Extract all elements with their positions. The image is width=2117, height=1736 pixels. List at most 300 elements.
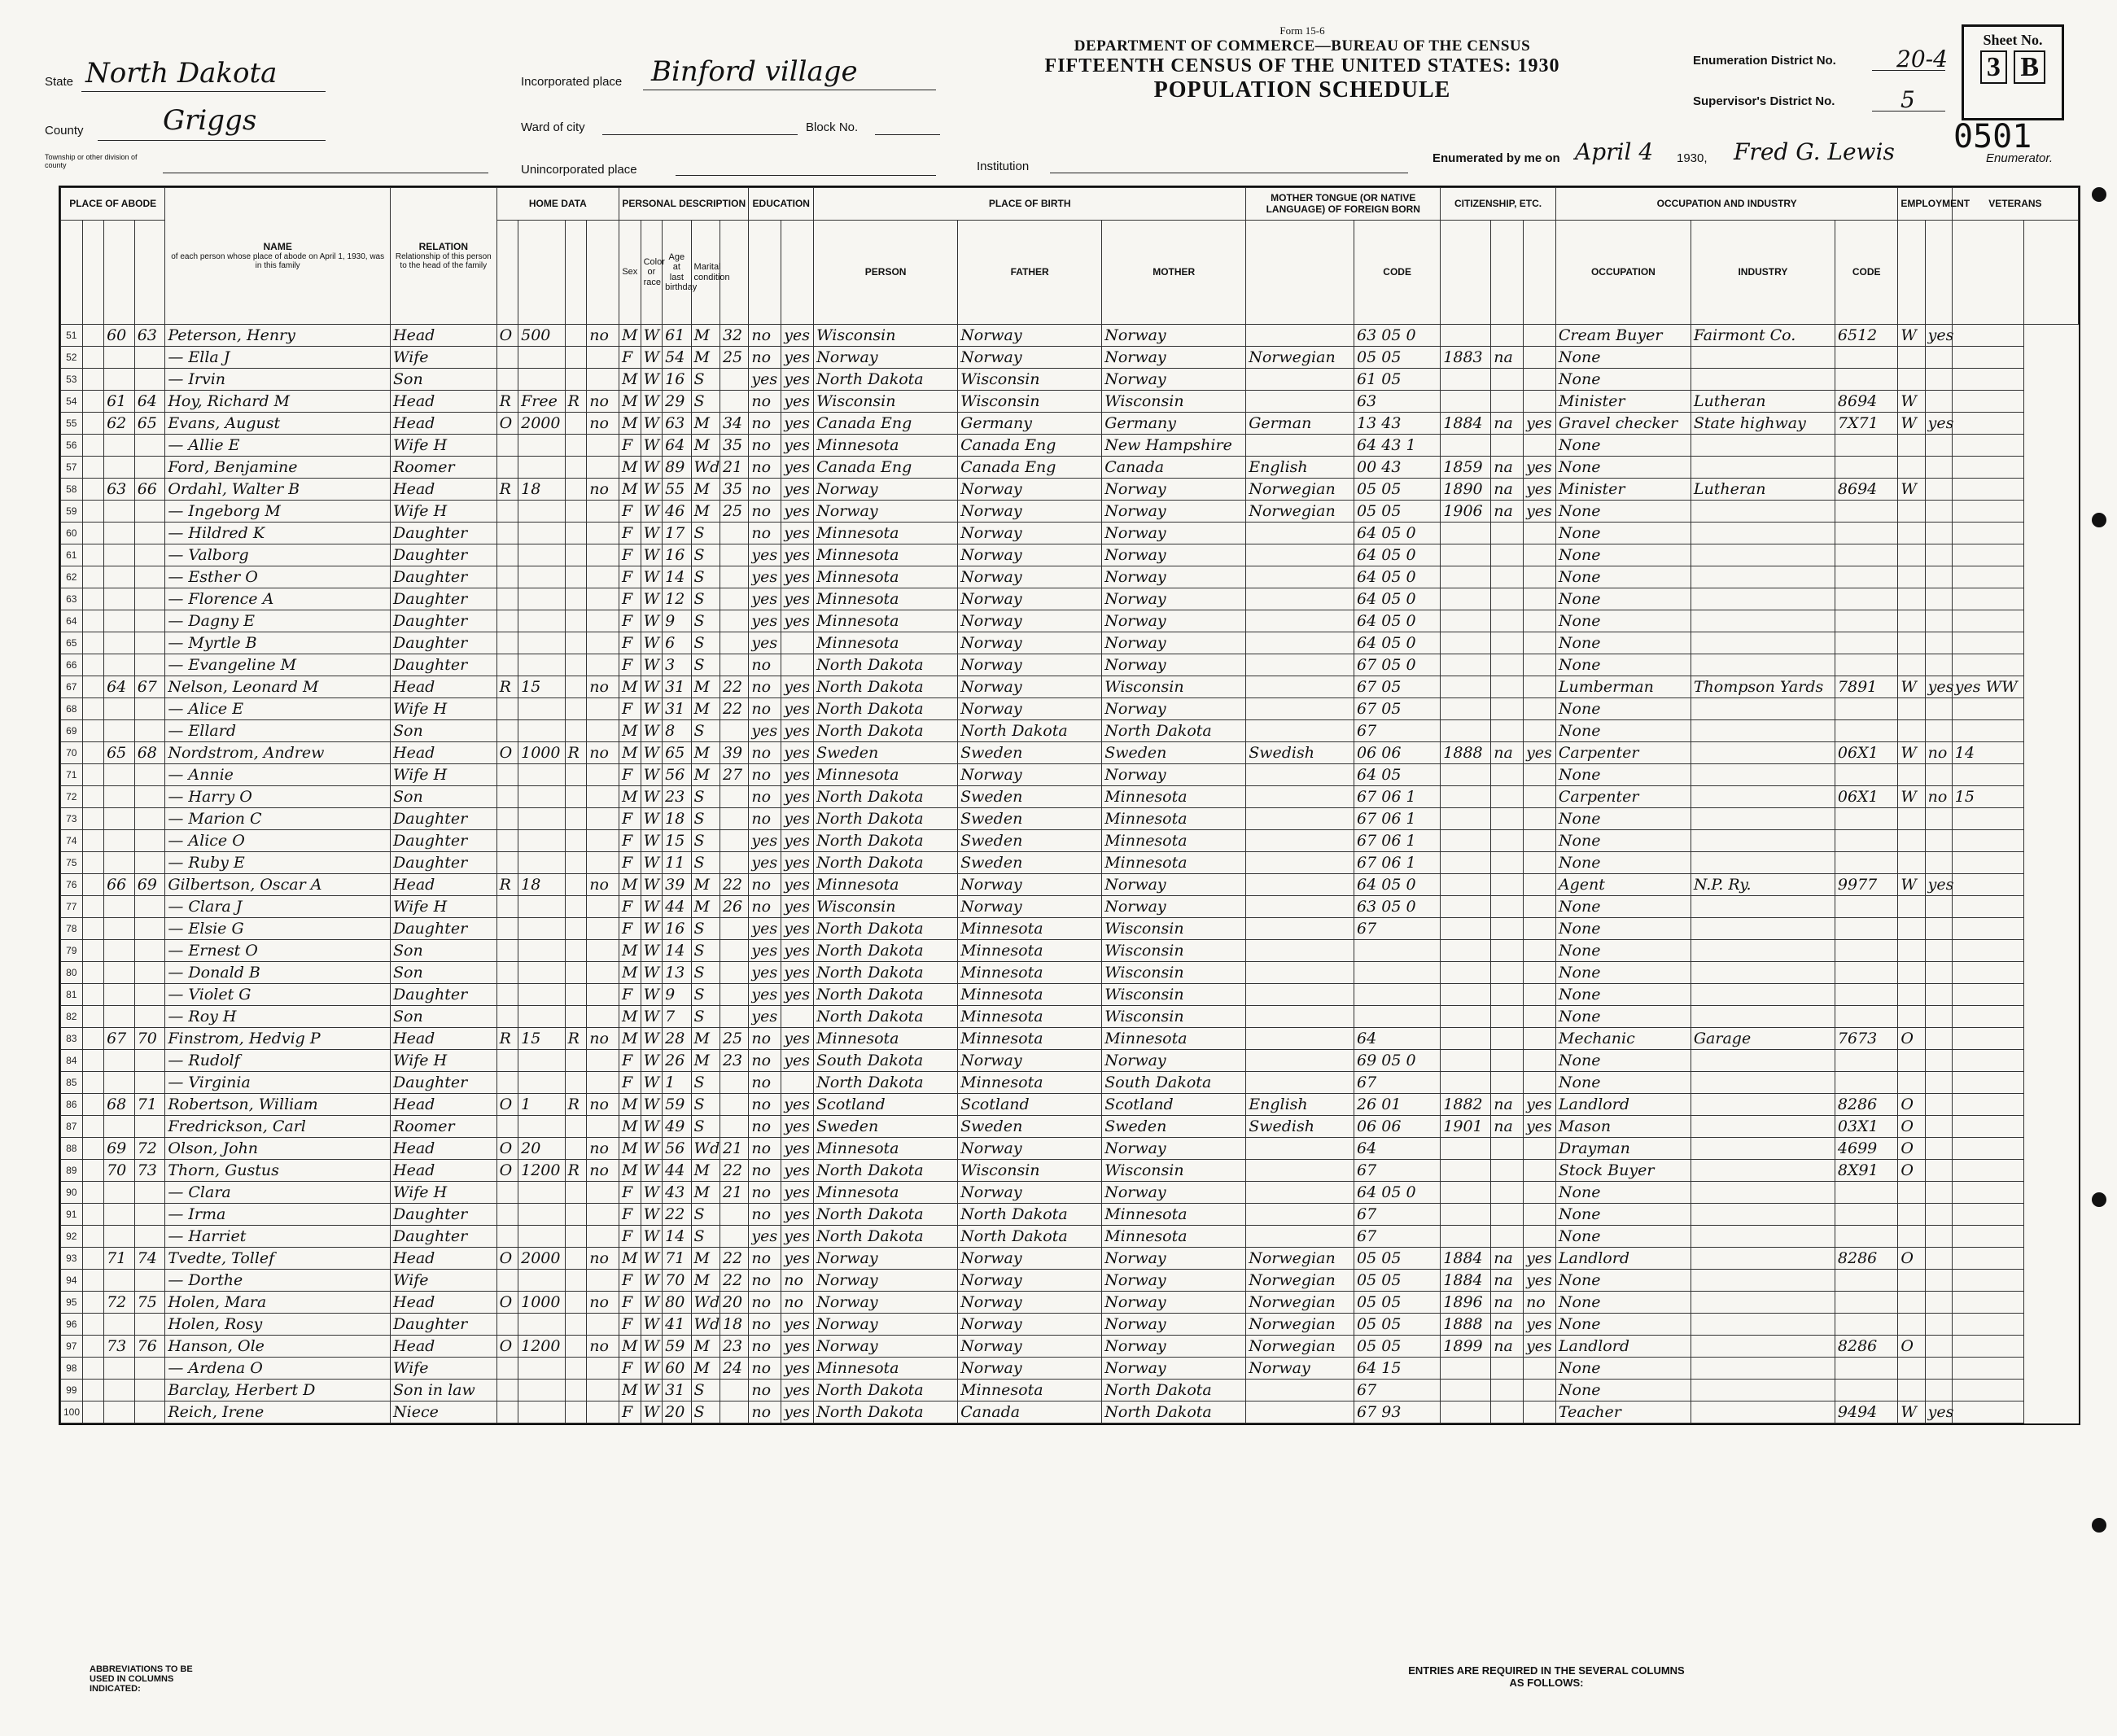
- cell-naturalization: [1491, 1006, 1524, 1028]
- cell-dwelling-number: [104, 369, 135, 391]
- cell-industry: [1691, 566, 1835, 588]
- cell-school: no: [749, 1380, 781, 1401]
- cell-family-number: [134, 347, 165, 369]
- cell-occupation-code: [1835, 501, 1897, 523]
- cell-marital: S: [691, 1006, 720, 1028]
- cell-farm: [587, 632, 619, 654]
- cell-line-number: 83: [61, 1028, 83, 1050]
- cell-occupation: None: [1555, 544, 1691, 566]
- relation-note: Relationship of this person to the head of the family: [395, 252, 492, 271]
- cell-occupation: None: [1555, 830, 1691, 852]
- cell-dwelling-number: [104, 1116, 135, 1138]
- cell-age-at-marriage: 24: [720, 1358, 748, 1380]
- cell-farm: [587, 830, 619, 852]
- cell-naturalization: na: [1491, 1336, 1524, 1358]
- cell-speaks-english: yes: [1524, 1270, 1556, 1292]
- cell-age-at-marriage: 26: [720, 896, 748, 918]
- cell-home-value: 2000: [518, 1248, 566, 1270]
- cell-farm: no: [587, 1094, 619, 1116]
- cell-immigration-year: [1441, 830, 1491, 852]
- cell-veteran: [1952, 1160, 2024, 1182]
- cell-veteran: [1952, 1248, 2024, 1270]
- enumerated-date: April 4: [1575, 138, 1654, 165]
- cell-father-birthplace: Norway: [958, 544, 1102, 566]
- cell-tenure: R: [496, 874, 518, 896]
- cell-line-number: 86: [61, 1094, 83, 1116]
- cell-sex: M: [619, 940, 641, 962]
- cell-occupation: None: [1555, 632, 1691, 654]
- cell-class-of-worker: [1898, 457, 1925, 479]
- cell-can-read: [781, 1006, 814, 1028]
- cell-home-value: 15: [518, 676, 566, 698]
- cell-father-birthplace: Minnesota: [958, 984, 1102, 1006]
- cell-family-number: [134, 940, 165, 962]
- cell-father-birthplace: Wisconsin: [958, 1160, 1102, 1182]
- cell-birthplace: Sweden: [814, 742, 958, 764]
- cell-mother-tongue: [1246, 325, 1354, 347]
- cell-radio: [565, 874, 587, 896]
- cell-race: W: [641, 1204, 663, 1226]
- table-row: [61, 1204, 2079, 1226]
- cell-veteran: [1952, 852, 2024, 874]
- cell-immigration-year: [1441, 1006, 1491, 1028]
- cell-dwelling-number: [104, 1380, 135, 1401]
- cell-mother-birthplace: Wisconsin: [1102, 984, 1246, 1006]
- cell-line-number: 78: [61, 918, 83, 940]
- cell-home-value: [518, 918, 566, 940]
- cell-occupation: Stock Buyer: [1555, 1160, 1691, 1182]
- cell-occupation: None: [1555, 720, 1691, 742]
- cell-farm: no: [587, 874, 619, 896]
- cell-birth-code: 67 05 0: [1354, 654, 1441, 676]
- cell-relation: Head: [391, 1138, 497, 1160]
- cell-birth-code: 64 05 0: [1354, 632, 1441, 654]
- cell-radio: [565, 852, 587, 874]
- cell-mother-birthplace: Norway: [1102, 544, 1246, 566]
- cell-mother-birthplace: Minnesota: [1102, 786, 1246, 808]
- cell-home-value: [518, 764, 566, 786]
- cell-age: 3: [663, 654, 691, 676]
- cell-immigration-year: [1441, 544, 1491, 566]
- cell-person-name: Ordahl, Walter B: [165, 479, 391, 501]
- cell-can-read: yes: [781, 698, 814, 720]
- cell-speaks-english: [1524, 896, 1556, 918]
- cell-occupation: Minister: [1555, 391, 1691, 413]
- table-row: [61, 698, 2079, 720]
- cell-industry: [1691, 347, 1835, 369]
- cell-relation: Niece: [391, 1401, 497, 1423]
- cell-marital: S: [691, 588, 720, 610]
- cell-street: [82, 720, 104, 742]
- cell-race: W: [641, 369, 663, 391]
- cell-industry: [1691, 610, 1835, 632]
- cell-dwelling-number: 61: [104, 391, 135, 413]
- cell-sex: F: [619, 698, 641, 720]
- cell-mother-birthplace: Norway: [1102, 501, 1246, 523]
- cell-race: W: [641, 984, 663, 1006]
- cell-speaks-english: [1524, 369, 1556, 391]
- cell-home-value: [518, 962, 566, 984]
- cell-occupation: Gravel checker: [1555, 413, 1691, 435]
- cell-birth-code: 06 06: [1354, 742, 1441, 764]
- cell-relation: Head: [391, 1028, 497, 1050]
- county-value: Griggs: [163, 104, 257, 137]
- cell-radio: [565, 1248, 587, 1270]
- cell-veteran: [1952, 1028, 2024, 1050]
- cell-farm: no: [587, 413, 619, 435]
- cell-race: W: [641, 698, 663, 720]
- cell-mother-birthplace: Minnesota: [1102, 808, 1246, 830]
- cell-relation: Wife: [391, 347, 497, 369]
- cell-relation: Daughter: [391, 544, 497, 566]
- cell-tenure: O: [496, 1094, 518, 1116]
- cell-age: 9: [663, 610, 691, 632]
- cell-occupation-code: 8X91: [1835, 1160, 1897, 1182]
- cell-dwelling-number: [104, 1182, 135, 1204]
- cell-birthplace: Minnesota: [814, 1028, 958, 1050]
- cell-immigration-year: [1441, 1204, 1491, 1226]
- cell-occupation: None: [1555, 1270, 1691, 1292]
- cell-naturalization: [1491, 786, 1524, 808]
- cell-occupation: None: [1555, 1006, 1691, 1028]
- cell-relation: Head: [391, 479, 497, 501]
- county-line: [98, 140, 326, 141]
- cell-immigration-year: [1441, 786, 1491, 808]
- cell-tenure: O: [496, 1292, 518, 1314]
- cell-radio: [565, 566, 587, 588]
- cell-birthplace: North Dakota: [814, 1160, 958, 1182]
- cell-tenure: [496, 1050, 518, 1072]
- cell-marital: M: [691, 347, 720, 369]
- cell-family-number: [134, 1380, 165, 1401]
- cell-employed: [1925, 654, 1952, 676]
- cell-birthplace: Minnesota: [814, 1138, 958, 1160]
- cell-occupation: None: [1555, 566, 1691, 588]
- cell-mother-tongue: Norwegian: [1246, 1248, 1354, 1270]
- cell-immigration-year: 1906: [1441, 501, 1491, 523]
- cell-father-birthplace: Germany: [958, 413, 1102, 435]
- cell-birthplace: Sweden: [814, 1116, 958, 1138]
- cell-class-of-worker: [1898, 1006, 1925, 1028]
- cell-farm: [587, 962, 619, 984]
- cell-occupation: None: [1555, 457, 1691, 479]
- cell-father-birthplace: Norway: [958, 1358, 1102, 1380]
- cell-industry: [1691, 1094, 1835, 1116]
- cell-marital: S: [691, 940, 720, 962]
- cell-person-name: — Valborg: [165, 544, 391, 566]
- cell-family-number: [134, 610, 165, 632]
- cell-race: W: [641, 632, 663, 654]
- cell-industry: [1691, 544, 1835, 566]
- cell-radio: [565, 1401, 587, 1423]
- cell-radio: [565, 1138, 587, 1160]
- cell-employed: [1925, 1292, 1952, 1314]
- cell-class-of-worker: [1898, 764, 1925, 786]
- cell-veteran: [1952, 962, 2024, 984]
- cell-race: W: [641, 940, 663, 962]
- cell-veteran: [1952, 1380, 2024, 1401]
- cell-line-number: 66: [61, 654, 83, 676]
- ward-label: Ward of city: [521, 120, 585, 134]
- cell-dwelling-number: 65: [104, 742, 135, 764]
- cell-naturalization: [1491, 720, 1524, 742]
- cell-immigration-year: [1441, 523, 1491, 544]
- cell-sex: F: [619, 544, 641, 566]
- cell-dwelling-number: [104, 1204, 135, 1226]
- cell-age: 80: [663, 1292, 691, 1314]
- cell-can-read: [781, 632, 814, 654]
- cell-mother-tongue: [1246, 1050, 1354, 1072]
- cell-speaks-english: [1524, 1072, 1556, 1094]
- cell-person-name: — Irvin: [165, 369, 391, 391]
- cell-dwelling-number: 68: [104, 1094, 135, 1116]
- cell-employed: [1925, 1226, 1952, 1248]
- cell-age-at-marriage: 20: [720, 1292, 748, 1314]
- cell-birthplace: Minnesota: [814, 1358, 958, 1380]
- cell-birth-code: 13 43: [1354, 413, 1441, 435]
- cell-race: W: [641, 479, 663, 501]
- page-stamp: 0501: [1953, 118, 2032, 155]
- cell-family-number: [134, 1006, 165, 1028]
- cell-tenure: O: [496, 1160, 518, 1182]
- state-line: [81, 91, 326, 92]
- cell-birth-code: [1354, 940, 1441, 962]
- col-mother: MOTHER: [1102, 221, 1246, 325]
- cell-race: W: [641, 1358, 663, 1380]
- cell-age-at-marriage: [720, 523, 748, 544]
- cell-father-birthplace: Norway: [958, 1248, 1102, 1270]
- cell-mother-birthplace: Wisconsin: [1102, 391, 1246, 413]
- cell-school: no: [749, 1292, 781, 1314]
- cell-immigration-year: [1441, 1380, 1491, 1401]
- cell-age: 46: [663, 501, 691, 523]
- cell-race: W: [641, 1226, 663, 1248]
- cell-age: 56: [663, 1138, 691, 1160]
- cell-person-name: Holen, Rosy: [165, 1314, 391, 1336]
- table-row: [61, 1380, 2079, 1401]
- cell-employed: [1925, 984, 1952, 1006]
- cell-employed: [1925, 808, 1952, 830]
- cell-tenure: R: [496, 1028, 518, 1050]
- cell-speaks-english: [1524, 654, 1556, 676]
- cell-marital: S: [691, 1204, 720, 1226]
- cell-person-name: — Donald B: [165, 962, 391, 984]
- cell-employed: [1925, 523, 1952, 544]
- cell-farm: [587, 435, 619, 457]
- home-data-header: HOME DATA: [496, 188, 619, 221]
- table-row: [61, 632, 2079, 654]
- cell-class-of-worker: O: [1898, 1116, 1925, 1138]
- cell-home-value: [518, 1226, 566, 1248]
- cell-occupation-code: [1835, 369, 1897, 391]
- cell-line-number: 91: [61, 1204, 83, 1226]
- cell-radio: [565, 369, 587, 391]
- cell-marital: S: [691, 1094, 720, 1116]
- cell-farm: [587, 544, 619, 566]
- cell-occupation-code: [1835, 764, 1897, 786]
- cell-speaks-english: [1524, 676, 1556, 698]
- cell-immigration-year: [1441, 764, 1491, 786]
- cell-birth-code: 67: [1354, 1072, 1441, 1094]
- table-row: [61, 874, 2079, 896]
- cell-street: [82, 962, 104, 984]
- cell-school: no: [749, 413, 781, 435]
- sheet-label: Sheet No.: [1983, 32, 2043, 48]
- cell-speaks-english: [1524, 1226, 1556, 1248]
- unincorporated-line: [676, 175, 936, 176]
- cell-home-value: 18: [518, 874, 566, 896]
- table-row: [61, 501, 2079, 523]
- cell-marital: S: [691, 918, 720, 940]
- cell-birth-code: 05 05: [1354, 501, 1441, 523]
- cell-home-value: [518, 1380, 566, 1401]
- cell-speaks-english: [1524, 1182, 1556, 1204]
- cell-father-birthplace: Norway: [958, 1314, 1102, 1336]
- cell-speaks-english: [1524, 1138, 1556, 1160]
- col-race: Color or race: [641, 221, 663, 325]
- cell-person-name: — Clara: [165, 1182, 391, 1204]
- cell-family-number: [134, 1050, 165, 1072]
- place-of-abode-header: PLACE OF ABODE: [61, 188, 165, 221]
- cell-farm: no: [587, 1028, 619, 1050]
- cell-father-birthplace: Sweden: [958, 742, 1102, 764]
- cell-industry: Lutheran: [1691, 391, 1835, 413]
- cell-veteran: [1952, 874, 2024, 896]
- cell-relation: Son: [391, 1006, 497, 1028]
- cell-birth-code: 05 05: [1354, 1270, 1441, 1292]
- cell-family-number: [134, 1204, 165, 1226]
- cell-can-read: yes: [781, 808, 814, 830]
- cell-tenure: [496, 566, 518, 588]
- cell-immigration-year: [1441, 940, 1491, 962]
- cell-family-number: [134, 523, 165, 544]
- cell-can-read: yes: [781, 588, 814, 610]
- cell-person-name: — Dorthe: [165, 1270, 391, 1292]
- table-row: [61, 435, 2079, 457]
- cell-school: no: [749, 874, 781, 896]
- cell-school: yes: [749, 1006, 781, 1028]
- enum-district-value: 20-4: [1896, 46, 1948, 72]
- cell-sex: M: [619, 1248, 641, 1270]
- cell-age: 44: [663, 1160, 691, 1182]
- cell-farm: [587, 1358, 619, 1380]
- cell-tenure: O: [496, 325, 518, 347]
- table-row: [61, 764, 2079, 786]
- cell-person-name: — Florence A: [165, 588, 391, 610]
- cell-line-number: 56: [61, 435, 83, 457]
- cell-father-birthplace: Norway: [958, 632, 1102, 654]
- cell-occupation-code: 7891: [1835, 676, 1897, 698]
- cell-mother-birthplace: North Dakota: [1102, 1380, 1246, 1401]
- cell-dwelling-number: [104, 940, 135, 962]
- cell-mother-birthplace: Germany: [1102, 413, 1246, 435]
- cell-birthplace: North Dakota: [814, 940, 958, 962]
- cell-naturalization: [1491, 1072, 1524, 1094]
- cell-immigration-year: [1441, 852, 1491, 874]
- cell-occupation-code: 7X71: [1835, 413, 1897, 435]
- cell-employed: [1925, 1270, 1952, 1292]
- cell-street: [82, 501, 104, 523]
- cell-marital: S: [691, 830, 720, 852]
- cell-radio: R: [565, 1160, 587, 1182]
- cell-family-number: [134, 1358, 165, 1380]
- cell-mother-tongue: [1246, 1380, 1354, 1401]
- cell-mother-tongue: [1246, 632, 1354, 654]
- cell-age-at-marriage: 25: [720, 347, 748, 369]
- cell-relation: Son: [391, 786, 497, 808]
- cell-tenure: R: [496, 391, 518, 413]
- cell-sex: M: [619, 1116, 641, 1138]
- cell-farm: [587, 1204, 619, 1226]
- cell-marital: S: [691, 391, 720, 413]
- cell-birthplace: Scotland: [814, 1094, 958, 1116]
- cell-marital: M: [691, 742, 720, 764]
- cell-marital: M: [691, 479, 720, 501]
- cell-family-number: [134, 918, 165, 940]
- cell-father-birthplace: Norway: [958, 698, 1102, 720]
- cell-mother-tongue: Swedish: [1246, 1116, 1354, 1138]
- cell-home-value: [518, 1006, 566, 1028]
- cell-family-number: 76: [134, 1336, 165, 1358]
- cell-occupation-code: [1835, 896, 1897, 918]
- cell-veteran: [1952, 808, 2024, 830]
- cell-occupation: None: [1555, 1072, 1691, 1094]
- cell-mother-birthplace: Wisconsin: [1102, 918, 1246, 940]
- cell-home-value: [518, 852, 566, 874]
- cell-age-at-marriage: 22: [720, 1248, 748, 1270]
- cell-mother-birthplace: Norway: [1102, 896, 1246, 918]
- cell-occupation: None: [1555, 588, 1691, 610]
- cell-class-of-worker: W: [1898, 1401, 1925, 1423]
- cell-school: yes: [749, 830, 781, 852]
- cell-employed: [1925, 1116, 1952, 1138]
- cell-age: 14: [663, 566, 691, 588]
- cell-relation: Daughter: [391, 852, 497, 874]
- cell-occupation-code: 8286: [1835, 1336, 1897, 1358]
- cell-person-name: — Harry O: [165, 786, 391, 808]
- cell-family-number: 64: [134, 391, 165, 413]
- cell-family-number: [134, 1401, 165, 1423]
- cell-farm: [587, 984, 619, 1006]
- state-value: North Dakota: [85, 57, 278, 90]
- cell-immigration-year: [1441, 808, 1491, 830]
- cell-sex: M: [619, 1336, 641, 1358]
- col-family: [134, 221, 165, 325]
- cell-age-at-marriage: [720, 1116, 748, 1138]
- cell-can-read: yes: [781, 435, 814, 457]
- cell-birthplace: Norway: [814, 1336, 958, 1358]
- cell-age-at-marriage: 22: [720, 698, 748, 720]
- cell-industry: [1691, 1380, 1835, 1401]
- cell-can-read: yes: [781, 523, 814, 544]
- cell-sex: F: [619, 1226, 641, 1248]
- col-house-number: [82, 221, 104, 325]
- cell-school: yes: [749, 1226, 781, 1248]
- cell-age-at-marriage: 23: [720, 1050, 748, 1072]
- cell-industry: [1691, 1226, 1835, 1248]
- cell-employed: [1925, 1160, 1952, 1182]
- cell-veteran: [1952, 632, 2024, 654]
- cell-street: [82, 1182, 104, 1204]
- cell-class-of-worker: [1898, 369, 1925, 391]
- cell-person-name: Evans, August: [165, 413, 391, 435]
- cell-race: W: [641, 1292, 663, 1314]
- cell-occupation: None: [1555, 1182, 1691, 1204]
- cell-employed: [1925, 720, 1952, 742]
- cell-industry: [1691, 457, 1835, 479]
- cell-line-number: 81: [61, 984, 83, 1006]
- cell-age-at-marriage: [720, 1204, 748, 1226]
